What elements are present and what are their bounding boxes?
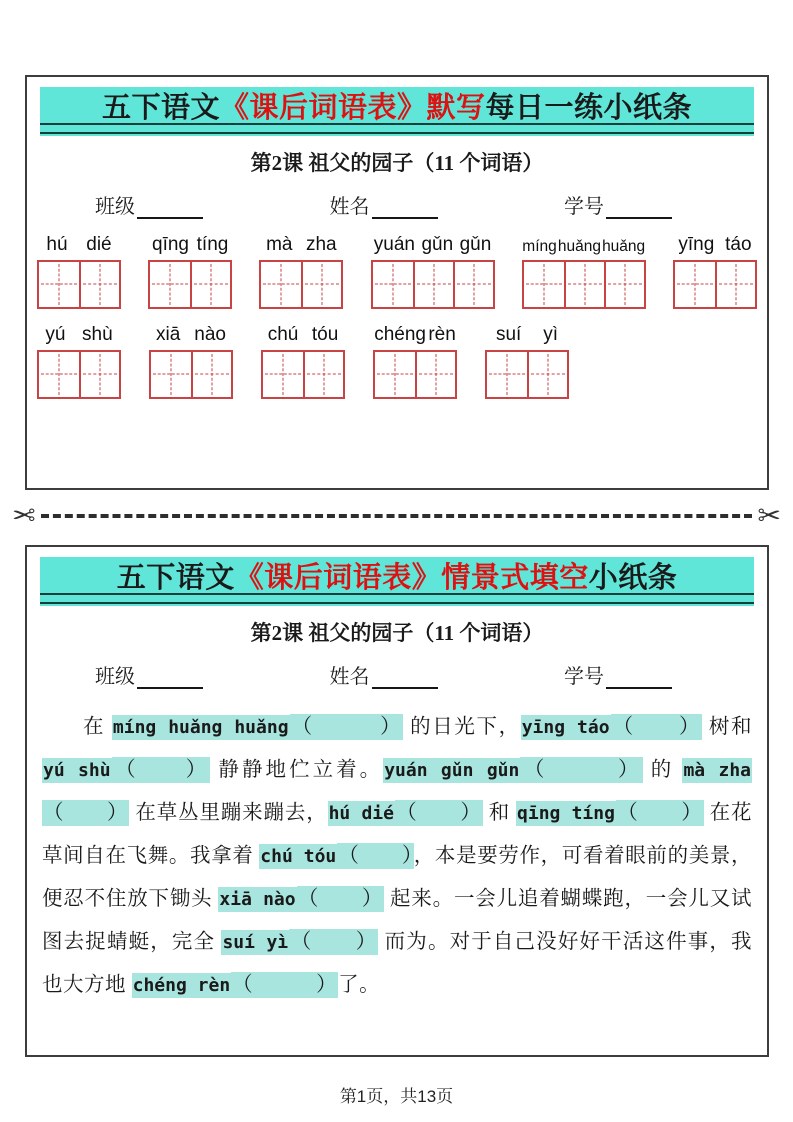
writing-grid [37, 350, 121, 399]
word-group [259, 234, 343, 309]
pinyin-label [37, 324, 121, 347]
field-label: 姓名 [329, 196, 370, 218]
pinyin-label [485, 324, 569, 347]
word-group [261, 324, 345, 399]
title-text-black: 五下语文 [101, 90, 220, 124]
paragraph-text: 起来。一会儿追着蝴蝶跑，一会儿又试图去捉蜻蜓，完全 [42, 888, 753, 953]
answer-blank: （ ） [297, 888, 384, 910]
dictation-section [25, 75, 769, 490]
grid-cell [487, 352, 527, 397]
fill-in-blank-section [25, 545, 769, 1057]
blank-line [137, 667, 203, 689]
answer-blank: （ ） [112, 759, 210, 781]
pinyin-cue: yīng táo [521, 717, 610, 738]
answer-blank: （ ） [43, 802, 129, 824]
pinyin-syllable: táo [725, 234, 752, 255]
pinyin-cue: suí yì [222, 932, 289, 953]
pinyin-syllable: shù [82, 323, 113, 345]
pinyin-syllable: xiā [156, 323, 181, 345]
paragraph-text: 在 [83, 716, 112, 738]
writing-grid [371, 260, 495, 309]
grid-cell [375, 352, 415, 397]
pinyin-syllable: yuán [373, 234, 415, 255]
paragraph-text: 而为。对于自己没好好干活这件事，我也大方地 [42, 931, 753, 996]
paragraph-text: ，本是要劳作，可看着眼前的美景，便忍不住放下锄头 [42, 845, 753, 910]
blank-line [372, 197, 438, 219]
pinyin-label [371, 234, 495, 257]
paragraph-text: 的日光下， [403, 716, 521, 738]
grid-cell [190, 262, 230, 307]
student-info-fields [95, 660, 672, 689]
pinyin-label [149, 324, 233, 347]
word-group [37, 234, 121, 309]
grid-cell [524, 262, 564, 307]
writing-grid [149, 350, 233, 399]
dictation-section-title [40, 87, 754, 136]
grid-cell [39, 262, 79, 307]
paragraph-text: 在草丛里蹦来蹦去， [129, 802, 328, 824]
pinyin-syllable: dié [86, 234, 112, 255]
pinyin-cue: míng huǎng huǎng [112, 717, 289, 738]
word-group [148, 234, 232, 309]
pinyin-syllable: huǎng [602, 238, 646, 256]
word-group [371, 234, 495, 309]
field-name [330, 660, 438, 689]
answer-blank: （ ） [395, 802, 482, 824]
cloze-paragraph [42, 706, 752, 1007]
word-group [673, 234, 757, 309]
writing-grid [373, 350, 457, 399]
answer-blank: （ ） [338, 845, 413, 867]
grid-cell [415, 352, 455, 397]
scissors-icon: ✂ [12, 499, 36, 532]
pinyin-syllable: nào [194, 323, 226, 345]
pinyin-label [259, 234, 343, 257]
field-class [95, 660, 203, 689]
pinyin-cue: yuán gǔn gǔn [384, 760, 520, 781]
pinyin-cue: xiā nào [219, 889, 296, 910]
word-group [485, 324, 569, 399]
pinyin-syllable: míng [522, 238, 557, 256]
pinyin-syllable: huǎng [557, 238, 601, 256]
grid-cell [39, 352, 79, 397]
pinyin-syllable: yú [45, 323, 66, 345]
writing-grid [485, 350, 569, 399]
grid-cell [151, 352, 191, 397]
pinyin-syllable: zha [305, 234, 337, 255]
pinyin-syllable: rèn [428, 323, 456, 345]
grid-cell [604, 262, 644, 307]
pinyin-syllable: tíng [196, 234, 229, 255]
pinyin-label [37, 234, 121, 257]
pinyin-word-row [37, 234, 757, 309]
field-number [564, 190, 672, 219]
pinyin-label [673, 234, 757, 257]
pinyin-syllable: chéng [374, 323, 426, 345]
grid-cell [79, 262, 119, 307]
title-text-red: 《课后词语表》默写 [219, 90, 486, 124]
grid-cell [303, 352, 343, 397]
writing-grid [37, 260, 121, 309]
paragraph-text: 了。 [338, 974, 381, 996]
field-label: 学号 [564, 196, 604, 218]
field-number [564, 660, 672, 689]
pinyin-syllable: gǔn [421, 234, 454, 255]
pinyin-syllable: tóu [311, 323, 339, 345]
word-group [522, 238, 646, 309]
pinyin-cue: hú dié [328, 803, 394, 824]
writing-grid [261, 350, 345, 399]
pinyin-syllable: hú [46, 234, 68, 255]
blank-line [606, 197, 672, 219]
blank-line [606, 667, 672, 689]
grid-cell [261, 262, 301, 307]
answer-blank: （ ） [521, 759, 642, 781]
cut-here-divider [12, 498, 781, 534]
field-label: 姓名 [329, 666, 370, 688]
pinyin-syllable: qīng [152, 234, 189, 255]
answer-blank: （ ） [232, 974, 338, 996]
word-group [37, 324, 121, 399]
pinyin-syllable: gǔn [459, 234, 492, 255]
grid-cell [413, 262, 453, 307]
field-label: 班级 [95, 196, 135, 218]
answer-blank: （ ） [290, 716, 403, 738]
grid-cell [301, 262, 341, 307]
blank-line [372, 667, 438, 689]
paragraph-text: 静静地伫立着。 [210, 759, 384, 781]
writing-grid [148, 260, 232, 309]
title-text-red: 《课后词语表》情景式填空 [234, 560, 589, 594]
grid-cell [564, 262, 604, 307]
grid-cell [191, 352, 231, 397]
pinyin-syllable: chú [267, 323, 299, 345]
blank-line [137, 197, 203, 219]
pinyin-cue: mà zha [683, 760, 751, 781]
scissors-icon: ✂ [757, 499, 781, 532]
pinyin-label [261, 324, 345, 347]
page-number: 第1页，共13页 [339, 1087, 454, 1106]
pinyin-cue: chú tóu [260, 846, 337, 867]
grid-cell [79, 352, 119, 397]
paragraph-text: 树和 [702, 716, 753, 738]
lesson-subtitle: 第2课 祖父的园子（11 个词语） [250, 151, 544, 175]
pinyin-words-area [37, 234, 757, 399]
field-label: 学号 [564, 666, 604, 688]
pinyin-label [522, 238, 646, 257]
lesson-subtitle: 第2课 祖父的园子（11 个词语） [250, 621, 544, 645]
paragraph-text: 在花草间自在飞舞。我拿着 [42, 802, 753, 867]
dashed-cut-line [41, 514, 751, 518]
pinyin-cue: chéng rèn [132, 975, 231, 996]
grid-cell [675, 262, 715, 307]
writing-grid [259, 260, 343, 309]
writing-grid [522, 260, 646, 309]
title-text-black: 每日一练小纸条 [485, 90, 693, 124]
pinyin-syllable: suí [495, 323, 522, 345]
answer-blank: （ ） [290, 931, 378, 953]
answer-blank: （ ） [616, 802, 703, 824]
paragraph-text: 的 [642, 759, 683, 781]
grid-cell [263, 352, 303, 397]
pinyin-syllable: yì [543, 323, 559, 345]
grid-cell [150, 262, 190, 307]
grid-cell [453, 262, 493, 307]
pinyin-word-row [37, 324, 757, 399]
field-label: 班级 [95, 666, 135, 688]
paragraph-text: 和 [482, 802, 517, 824]
grid-cell [715, 262, 755, 307]
pinyin-cue: qīng tíng [517, 803, 615, 824]
field-class [95, 190, 203, 219]
pinyin-syllable: mà [266, 234, 293, 255]
grid-cell [527, 352, 567, 397]
word-group [373, 324, 457, 399]
pinyin-label [148, 234, 232, 257]
answer-blank: （ ） [611, 716, 702, 738]
field-name [330, 190, 438, 219]
student-info-fields [95, 190, 672, 219]
title-text-black: 小纸条 [588, 560, 678, 594]
pinyin-syllable: yīng [678, 234, 715, 255]
grid-cell [373, 262, 413, 307]
pinyin-cue: yú shù [43, 760, 111, 781]
writing-grid [673, 260, 757, 309]
word-group [149, 324, 233, 399]
pinyin-label [373, 324, 457, 347]
title-text-black: 五下语文 [116, 560, 235, 594]
fill-in-section-title [40, 557, 754, 606]
